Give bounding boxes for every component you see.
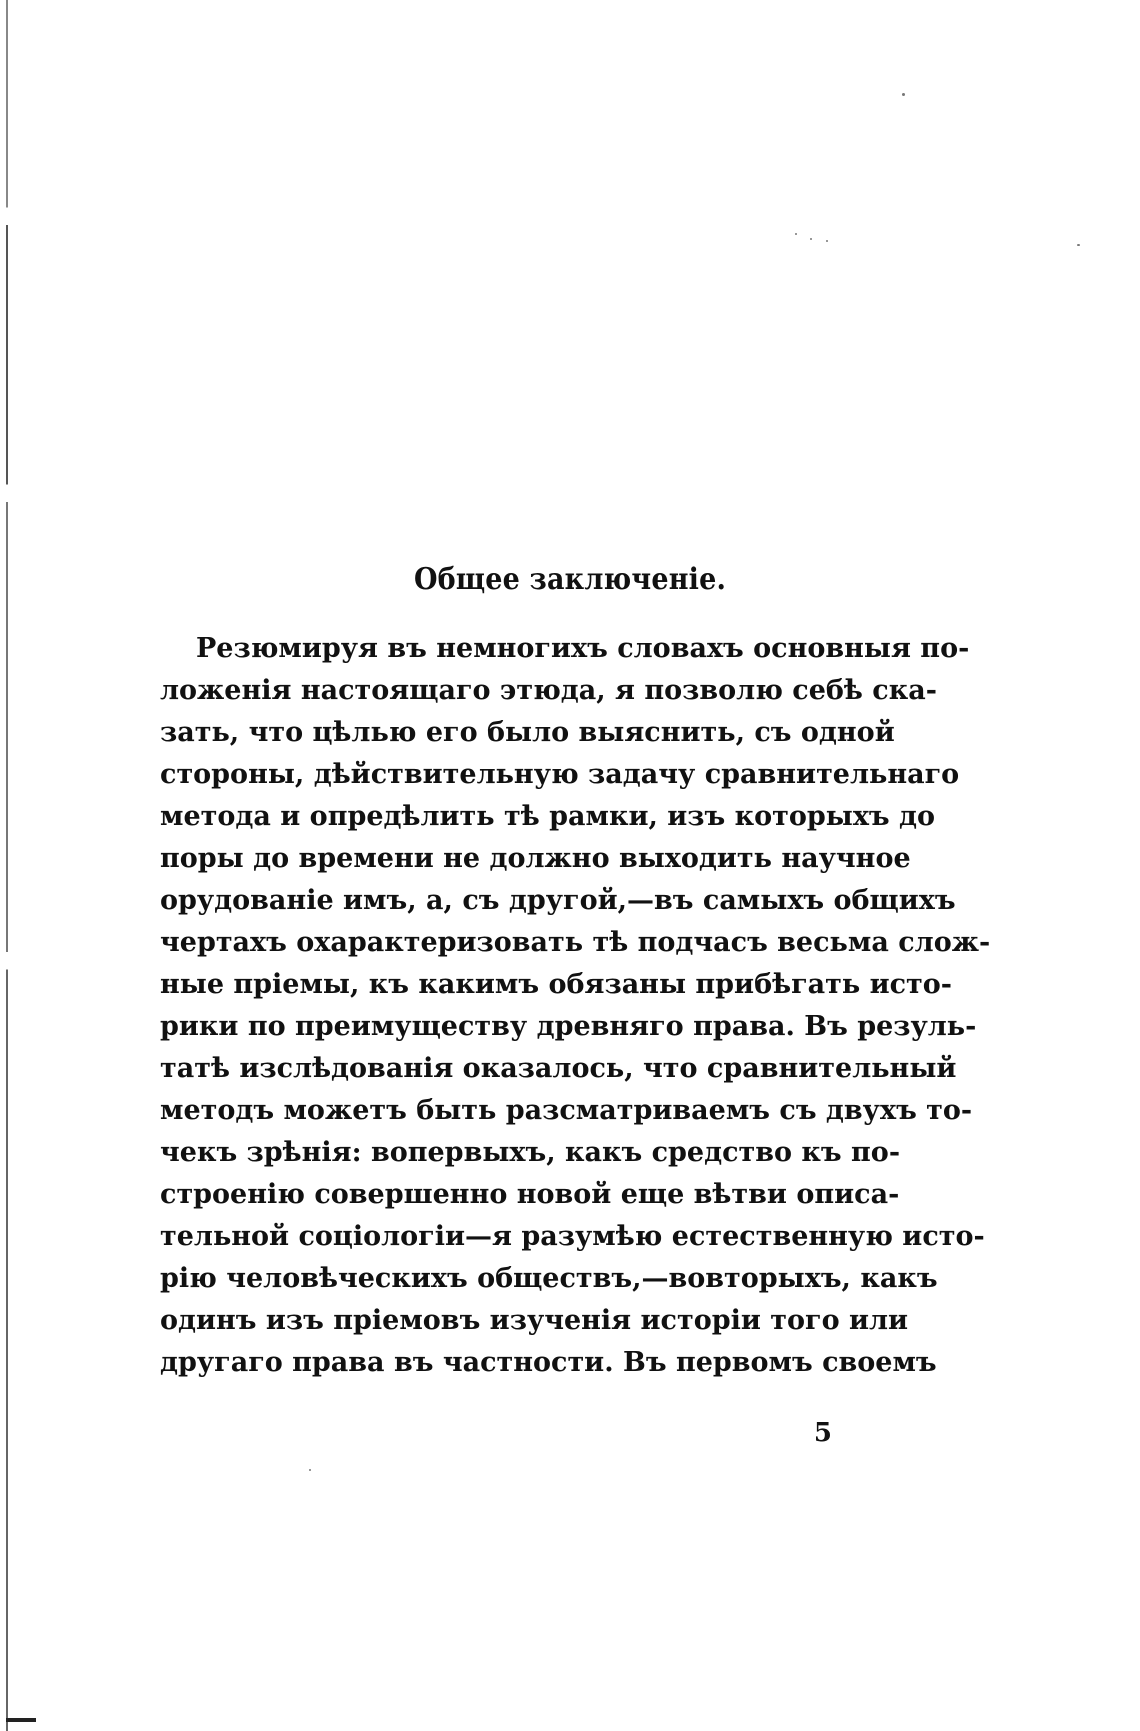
text-line: метода и опредѣлить тѣ рамки, изъ которыхъ до: [160, 801, 936, 832]
text-line: одинъ изъ пріемовъ изученія исторіи того или: [160, 1305, 909, 1336]
text-line: тельной соціологіи—я разумѣю естественную исто-: [160, 1221, 985, 1252]
binding-foot-mark: [6, 1718, 36, 1722]
print-speck: [810, 238, 812, 240]
text-line: рики по преимуществу древняго права. Въ резуль-: [160, 1011, 977, 1042]
print-speck: [1077, 244, 1080, 246]
print-speck: [795, 233, 797, 235]
binding-edge: [6, 0, 8, 1731]
text-line: поры до времени не должно выходить научное: [160, 843, 911, 874]
text-line: зать, что цѣлью его было выяснить, съ одной: [160, 717, 895, 748]
text-line: чертахъ охарактеризовать тѣ подчасъ весьма слож-: [160, 927, 991, 958]
text-line: ложенія настоящаго этюда, я позволю себѣ ска-: [160, 675, 937, 706]
print-speck: [902, 93, 905, 96]
text-line: чекъ зрѣнія: вопервыхъ, какъ средство къ по-: [160, 1137, 901, 1168]
text-line: ные пріемы, къ какимъ обязаны прибѣгать исто-: [160, 969, 952, 1000]
signature-mark: 5: [813, 1418, 832, 1448]
text-line: стороны, дѣйствительную задачу сравнительнаго: [160, 759, 960, 790]
text-line: строенію совершенно новой еще вѣтви описа-: [160, 1179, 900, 1210]
print-speck: [826, 240, 828, 242]
text-line: Резюмируя въ немногихъ словахъ основныя по-: [196, 633, 970, 664]
text-line: рію человѣческихъ обществъ,—вовторыхъ, какъ: [160, 1263, 938, 1294]
print-speck: [309, 1469, 311, 1471]
text-line: орудованіе имъ, а, съ другой,—въ самыхъ общихъ: [160, 885, 956, 916]
text-line: татѣ изслѣдованія оказалось, что сравнительный: [160, 1053, 957, 1084]
text-line: методъ можетъ быть разсматриваемъ съ двухъ то-: [160, 1095, 973, 1126]
text-line: другаго права въ частности. Въ первомъ своемъ: [160, 1347, 937, 1378]
body-paragraph: [160, 628, 991, 1384]
section-heading: Общее заключеніе.: [413, 562, 727, 597]
